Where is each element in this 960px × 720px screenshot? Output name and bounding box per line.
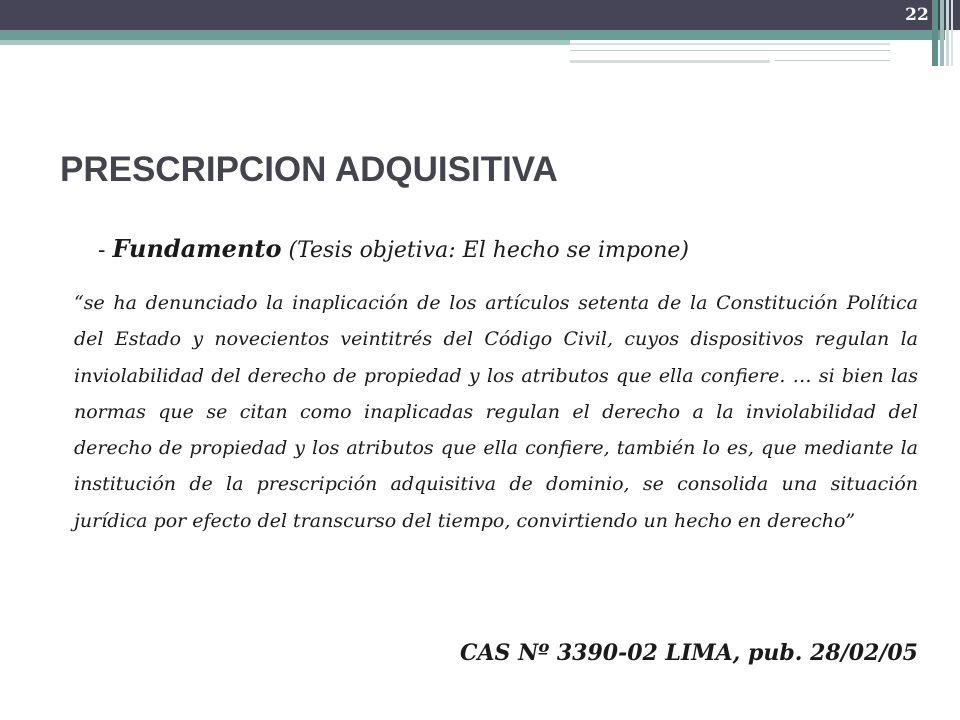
top-banner bbox=[0, 0, 960, 30]
right-decorative-band bbox=[932, 0, 938, 66]
citation: CAS Nº 3390-02 LIMA, pub. 28/02/05 bbox=[459, 640, 918, 666]
decorative-line bbox=[570, 60, 770, 63]
slide-title: PRESCRIPCION ADQUISITIVA bbox=[60, 150, 558, 189]
quote-text: “se ha denunciado la inaplicación de los artículos setenta de la Constitución Política del Estado y novecientos veintitrés del Código Civil, cuyos dispositivos regulan la inviolabilidad del derecho de propiedad y los atributos que ella confiere. … si bien las normas que se citan como inaplicadas regulan el derecho a la inviolabilidad del derecho de propiedad y los atributos que ella confiere, también lo es, que mediante la institución de la prescripción adquisitiva de dominio, se consolida una situación jurídica por efecto del transcurso del tiempo, convirtiendo un hecho en derecho” bbox=[74, 292, 918, 532]
page-number: 22 bbox=[905, 5, 929, 25]
subtitle bbox=[98, 234, 689, 263]
subtitle-heading: Fundamento bbox=[112, 234, 282, 263]
top-accent-stripe bbox=[0, 30, 945, 40]
right-decorative-band bbox=[946, 0, 949, 66]
subtitle-detail: (Tesis objetiva: El hecho se impone) bbox=[281, 238, 689, 263]
decorative-line bbox=[570, 43, 890, 45]
decorative-line bbox=[775, 60, 890, 61]
right-decorative-band bbox=[940, 0, 944, 66]
top-accent-stripe-light bbox=[0, 40, 570, 45]
subtitle-dash: - bbox=[98, 238, 113, 263]
right-decorative-band bbox=[951, 0, 953, 66]
decorative-line bbox=[570, 50, 890, 51]
